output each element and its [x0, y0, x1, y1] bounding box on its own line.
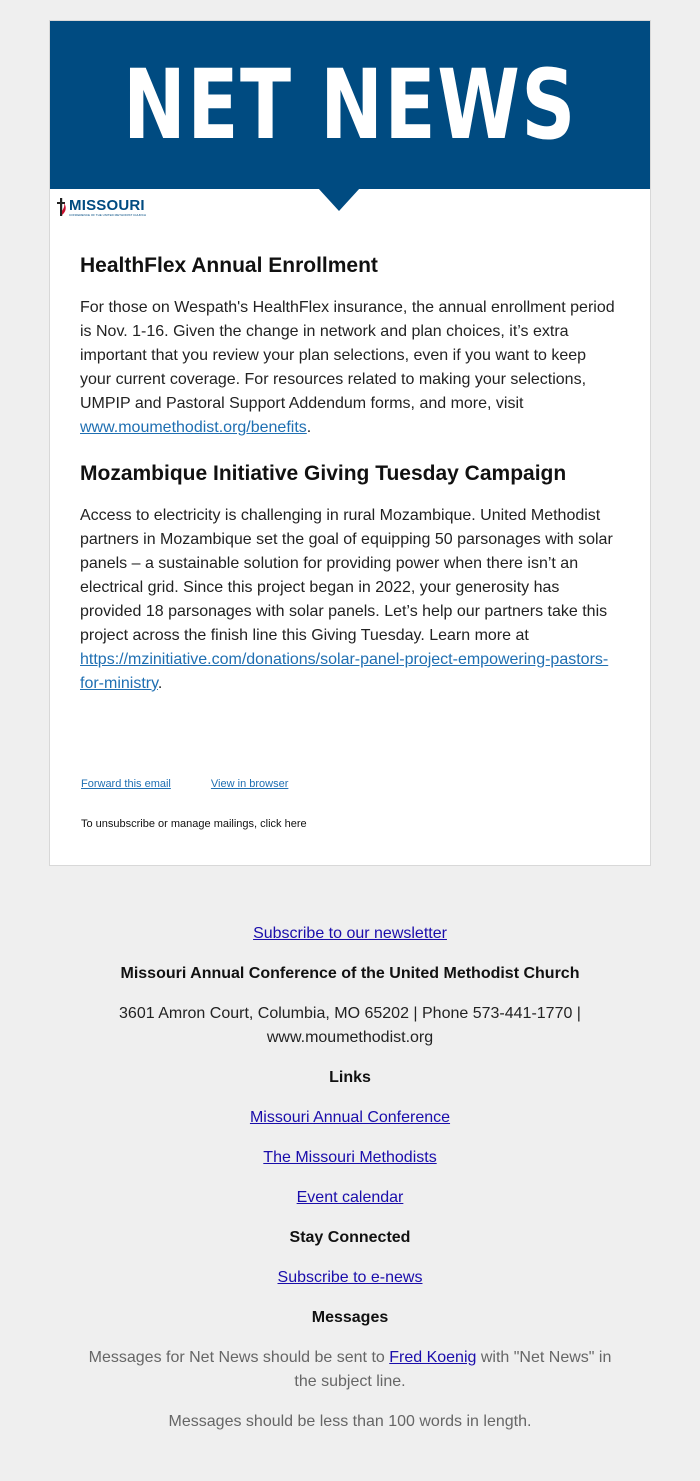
fred-koenig-link[interactable]: Fred Koenig	[389, 1349, 477, 1366]
footer-link-row	[0, 1186, 700, 1210]
article-mozambique	[80, 461, 620, 696]
article-body-text: Access to electricity is challenging in rural Mozambique. United Methodist partners in Mozambique set the goal of equipping 50 parsonages with solar panels – a sustainable solution for providing power when there isn’t an electrical grid. Since this project began in 2022, your generosity has provided 18 parsonages with solar panels. Let’s help our partners take this project across the finish line this Giving Tuesday. Learn more at	[80, 507, 613, 644]
messages-pre-text: Messages for Net News should be sent to	[88, 1349, 390, 1366]
stay-connected-heading: Stay Connected	[289, 1229, 411, 1246]
subscribe-newsletter-link[interactable]: Subscribe to our newsletter	[253, 925, 447, 942]
article-title: HealthFlex Annual Enrollment	[80, 254, 378, 277]
footer-link-row	[0, 1266, 700, 1290]
mzinitiative-link[interactable]: https://mzinitiative.com/donations/solar-panel-project-empowering-pastors-for-ministry	[80, 651, 609, 692]
messages-heading: Messages	[311, 1309, 389, 1326]
view-in-browser-link[interactable]: View in browser	[210, 778, 289, 790]
missouri-methodists-link[interactable]: The Missouri Methodists	[263, 1149, 437, 1166]
logo-wordmark: MISSOURI	[69, 197, 145, 214]
article-healthflex	[80, 253, 620, 440]
logo-subtext: CONFERENCE OF THE UNITED METHODIST CHURCH	[69, 213, 147, 217]
messages-instructions	[0, 1346, 700, 1370]
article-title: Mozambique Initiative Giving Tuesday Campaign	[80, 462, 567, 485]
footer-subscribe-row	[0, 922, 700, 946]
benefits-link[interactable]: www.moumethodist.org/benefits	[80, 419, 307, 436]
footer-link-row	[0, 1146, 700, 1170]
messages-post-text: with "Net News" in	[476, 1349, 612, 1366]
website-line: www.moumethodist.org	[266, 1029, 434, 1046]
article-body	[80, 296, 620, 440]
masthead-notch	[318, 188, 360, 211]
page-footer	[0, 922, 700, 1434]
article-body-end: .	[157, 675, 163, 692]
article-body-end: .	[306, 419, 312, 436]
unsubscribe-link[interactable]: To unsubscribe or manage mailings, click here	[81, 818, 307, 830]
missouri-conference-link[interactable]: Missouri Annual Conference	[249, 1109, 451, 1126]
links-heading: Links	[329, 1069, 371, 1086]
messages-subject-line: the subject line.	[294, 1373, 406, 1390]
missouri-logo	[57, 197, 149, 219]
subscribe-enews-link[interactable]: Subscribe to e-news	[277, 1269, 423, 1286]
event-calendar-link[interactable]: Event calendar	[296, 1189, 404, 1206]
article-body	[80, 504, 620, 696]
article-body-text: For those on Wespath's HealthFlex insurance, the annual enrollment period is Nov. 1-16. Given the change in network and plan choices, it’s extra important that you review your plan selections, even if you want to keep your current coverage. For resources related to making your selections, UMPIP and Pastoral Support Addendum forms, and more, visit	[80, 299, 615, 412]
org-name: Missouri Annual Conference of the United Methodist Church	[120, 965, 580, 982]
messages-length-note: Messages should be less than 100 words in length.	[168, 1413, 532, 1430]
footer-link-row	[0, 1106, 700, 1130]
forward-email-link[interactable]: Forward this email	[81, 778, 171, 790]
masthead-banner	[50, 21, 650, 189]
masthead-title: NET NEWS	[123, 49, 577, 161]
card-footer-links	[81, 778, 288, 790]
email-card	[49, 20, 651, 866]
cross-flame-icon	[57, 198, 67, 216]
address-line: 3601 Amron Court, Columbia, MO 65202 | Phone 573-441-1770 |	[119, 1005, 581, 1022]
